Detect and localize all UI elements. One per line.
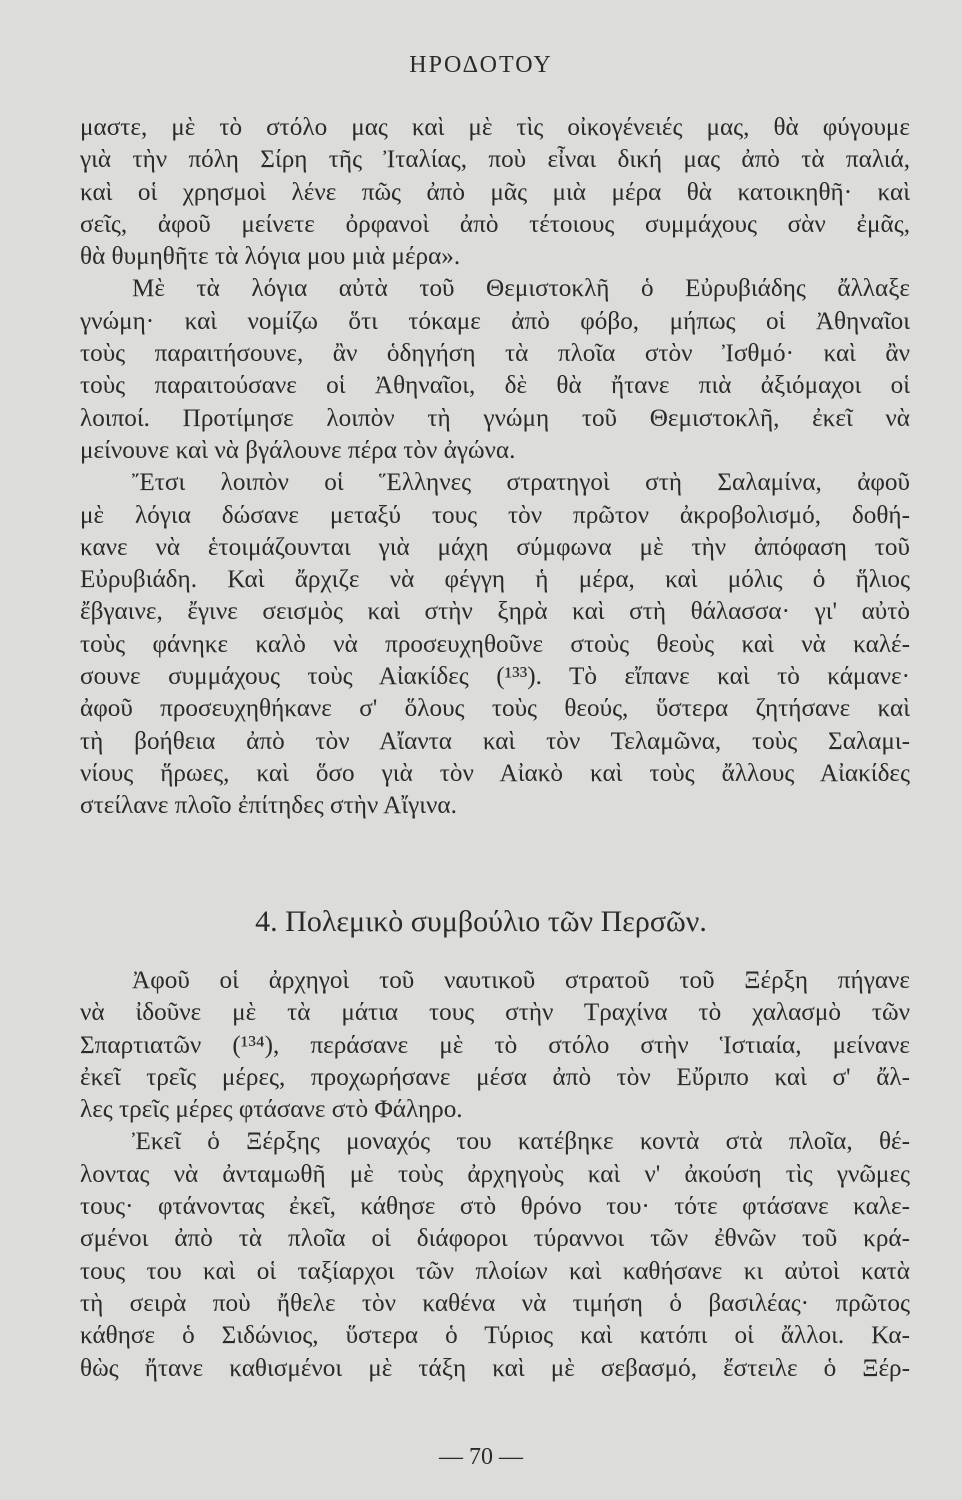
page-number: — 70 — bbox=[439, 1444, 523, 1470]
paragraph-2 bbox=[80, 273, 910, 467]
text-line: καὶ οἱ χρησμοὶ λένε πῶς ἀπὸ μᾶς μιὰ μέρα θὰ κατοικηθῆ· καὶ bbox=[80, 178, 910, 206]
text-line: σμένοι ἀπὸ τὰ πλοῖα οἱ διάφοροι τύραννοι τῶν ἐθνῶν τοῦ κρά- bbox=[80, 1225, 910, 1253]
text-line: σουνε συμμάχους τοὺς Αἰακίδες (¹³³). Τὸ εἴπανε καὶ τὸ κάμανε· bbox=[80, 663, 910, 691]
text-line: τοὺς παραιτούσανε οἱ Ἀθηναῖοι, δὲ θὰ ἤτανε πιὰ ἀξιόμαχοι οἱ bbox=[80, 372, 910, 400]
text-line: μὲ λόγια δώσανε μεταξύ τους τὸν πρῶτον ἀκροβολισμό, δοθή- bbox=[80, 501, 910, 529]
text-line: γιὰ τὴν πόλη Σίρη τῆς Ἰταλίας, ποὺ εἶναι δική μας ἀπὸ τὰ παλιά, bbox=[80, 146, 910, 174]
paragraph-3 bbox=[80, 467, 910, 822]
text-line: Ἀφοῦ οἱ ἀρχηγοὶ τοῦ ναυτικοῦ στρατοῦ τοῦ Ξέρξη πήγανε bbox=[132, 967, 910, 994]
section-text-block bbox=[80, 965, 910, 1385]
text-line: κανε νὰ ἑτοιμάζουνται γιὰ μάχη σύμφωνα μὲ τὴν ἀπόφαση τοῦ bbox=[80, 533, 910, 561]
text-line: μαστε, μὲ τὸ στόλο μας καὶ μὲ τὶς οἰκογένειές μας, θὰ φύγουμε bbox=[80, 114, 910, 141]
text-line: νὰ ἰδοῦνε μὲ τὰ μάτια τους στὴν Τραχίνα τὸ χαλασμὸ τῶν bbox=[80, 999, 910, 1027]
text-line: ἔβγαινε, ἔγινε σεισμὸς καὶ στὴν ξηρὰ καὶ στὴ θάλασσα· γι' αὐτὸ bbox=[80, 598, 910, 626]
text-line: θὰ θυμηθῆτε τὰ λόγια μου μιὰ μέρα». bbox=[80, 243, 461, 271]
text-line: Ἐκεῖ ὁ Ξέρξης μοναχός του κατέβηκε κοντὰ στὰ πλοῖα, θέ- bbox=[132, 1128, 910, 1156]
text-line: λοντας νὰ ἀνταμωθῆ μὲ τοὺς ἀρχηγοὺς καὶ ν' ἀκούση τὶς γνῶμες bbox=[80, 1160, 910, 1188]
text-line: ἐκεῖ τρεῖς μέρες, προχωρήσανε μέσα ἀπὸ τὸν Εὔριπο καὶ σ' ἄλ- bbox=[80, 1063, 910, 1091]
section-heading: 4. Πολεμικὸ συμβούλιο τῶν Περσῶν. bbox=[255, 905, 707, 938]
text-line: τὴ σειρὰ ποὺ ἤθελε τὸν καθένα νὰ τιμήση ὁ βασιλέας· πρῶτος bbox=[80, 1289, 910, 1317]
text-line: λες τρεῖς μέρες φτάσανε στὸ Φάληρο. bbox=[80, 1096, 463, 1124]
text-line: ἀφοῦ προσευχηθήκανε σ' ὅλους τοὺς θεούς, ὕστερα ζητήσανε καὶ bbox=[80, 695, 910, 723]
text-line: τοὺς παραιτήσουνε, ἂν ὁδηγήση τὰ πλοῖα στὸν Ἰσθμό· καὶ ἂν bbox=[80, 340, 910, 368]
paragraph-1 bbox=[80, 112, 910, 273]
text-line: θὼς ἤτανε καθισμένοι μὲ τάξη καὶ μὲ σεβασμό, ἔστειλε ὁ Ξέρ- bbox=[80, 1354, 910, 1382]
text-line: νίους ἥρωες, καὶ ὅσο γιὰ τὸν Αἰακὸ καὶ τοὺς ἄλλους Αἰακίδες bbox=[80, 759, 910, 787]
text-line: στείλανε πλοῖο ἐπίτηδες στὴν Αἴγινα. bbox=[80, 792, 457, 820]
main-text-block bbox=[80, 112, 910, 823]
text-line: τους του καὶ οἱ ταξίαρχοι τῶν πλοίων καὶ καθήσανε κι αὐτοὶ κατὰ bbox=[80, 1257, 910, 1285]
text-line: σεῖς, ἀφοῦ μείνετε ὀρφανοὶ ἀπὸ τέτοιους συμμάχους σὰν ἐμᾶς, bbox=[80, 210, 910, 238]
text-line: Εὐρυβιάδη. Καὶ ἄρχιζε νὰ φέγγη ἡ μέρα, καὶ μόλις ὁ ἥλιος bbox=[80, 566, 910, 594]
text-line: τους· φτάνοντας ἐκεῖ, κάθησε στὸ θρόνο του· τότε φτάσανε καλε- bbox=[80, 1193, 910, 1221]
text-line: κάθησε ὁ Σιδώνιος, ὕστερα ὁ Τύριος καὶ κατόπι οἱ ἄλλοι. Κα- bbox=[80, 1322, 910, 1350]
text-line: μείνουνε καὶ νὰ βγάλουνε πέρα τὸν ἀγώνα. bbox=[80, 436, 516, 464]
text-line: Μὲ τὰ λόγια αὐτὰ τοῦ Θεμιστοκλῆ ὁ Εὐρυβιάδης ἄλλαξε bbox=[132, 275, 910, 303]
text-line: Ἔτσι λοιπὸν οἱ Ἕλληνες στρατηγοὶ στὴ Σαλαμίνα, ἀφοῦ bbox=[132, 469, 910, 497]
text-line: γνώμη· καὶ νομίζω ὅτι τόκαμε ἀπὸ φόβο, μήπως οἱ Ἀθηναῖοι bbox=[80, 307, 910, 335]
text-line: τὴ βοήθεια ἀπὸ τὸν Αἴαντα καὶ τὸν Τελαμῶνα, τοὺς Σαλαμι- bbox=[80, 727, 910, 755]
text-line: τοὺς φάνηκε καλὸ νὰ προσευχηθοῦνε στοὺς θεοὺς καὶ νὰ καλέ- bbox=[80, 630, 910, 658]
paragraph-5 bbox=[80, 1126, 910, 1384]
text-line: Σπαρτιατῶν (¹³⁴), περάσανε μὲ τὸ στόλο στὴν Ἱστιαία, μείνανε bbox=[80, 1031, 910, 1059]
text-line: λοιποί. Προτίμησε λοιπὸν τὴ γνώμη τοῦ Θεμιστοκλῆ, ἐκεῖ νὰ bbox=[80, 404, 910, 432]
running-head: ΗΡΟΔΟΤΟΥ bbox=[409, 52, 553, 78]
paragraph-4 bbox=[80, 965, 910, 1126]
